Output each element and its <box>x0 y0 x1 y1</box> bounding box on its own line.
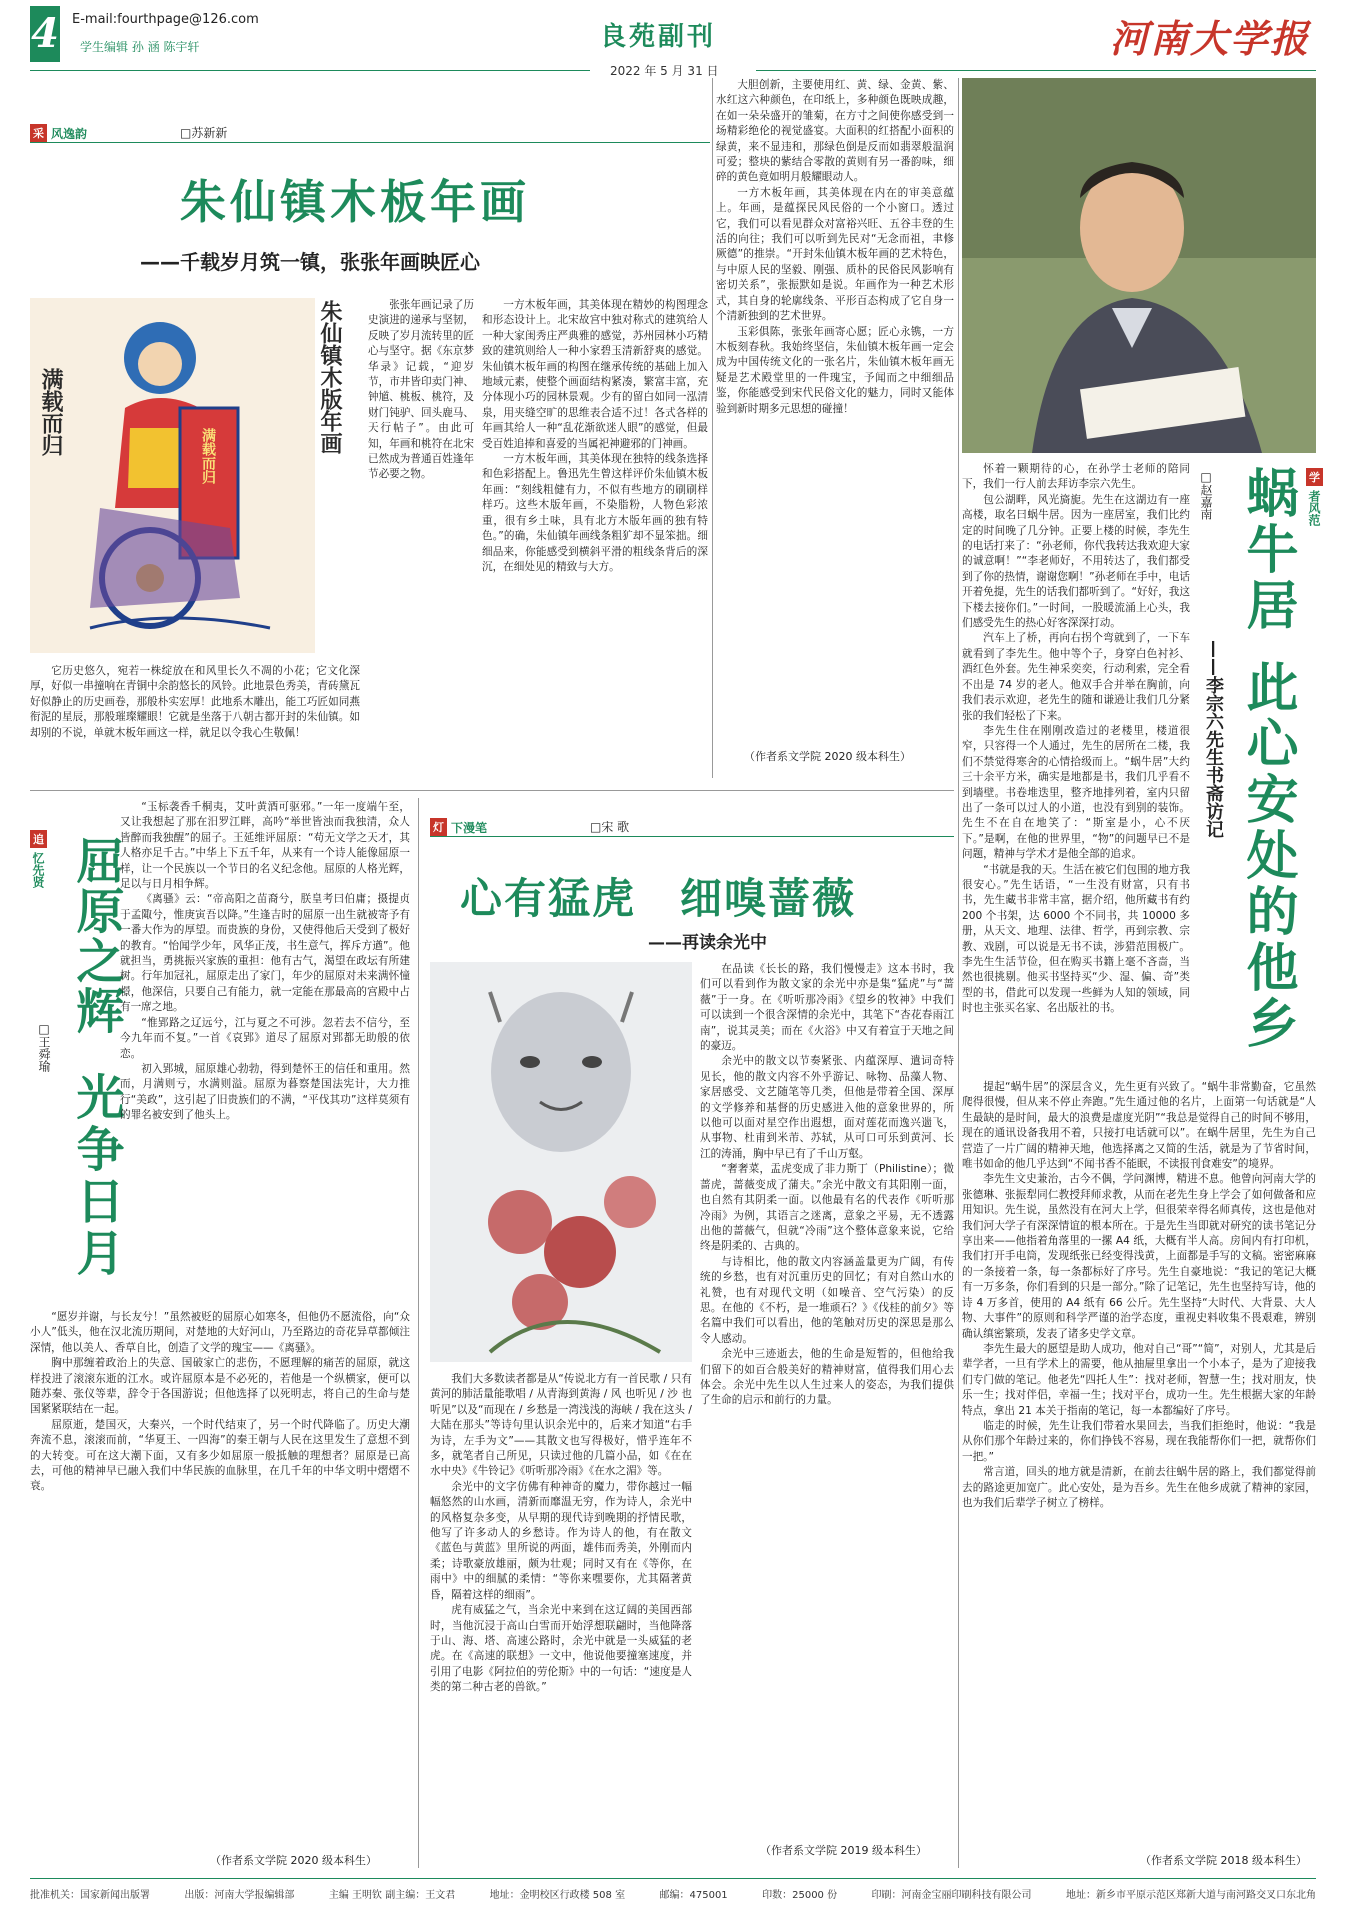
paragraph: 一方木板年画，其美体现在内在的审美意蕴上。年画，是蕴探民风民俗的一个小窗口。透过它，我们可以看见群众对富裕兴旺、五谷丰登的生活的向往；我们可以听到先民对“无念而祖，聿修厥德”的推崇。“开封朱仙镇木板年画的艺术特色，与中原人民的坚毅、刚强、质朴的民俗民风影响有密切关系”，张振默如是说。年画作为一种艺术形式，其自身的轮廓线条、平形百态构成了它自身一个清新独到的艺术世界。 <box>716 186 954 323</box>
paragraph: 在品读《长长的路，我们慢慢走》这本书时，我们可以看到作为散文家的余光中亦是集“猛虎”与“蔷薇”于一身。在《听听那冷雨》《望乡的牧神》中我们可以读到一个很含深情的余光中，其笔下“杏花春雨江南”，说其灵美；而在《火浴》中又有着宣于天地之间的豪迈。 <box>700 963 954 1053</box>
column-tag <box>430 818 487 836</box>
paragraph: 与诗相比，他的散文内容涵盖量更为广阔，有传统的乡愁，也有对沉重历史的回忆；有对自然山水的礼赞，也有对现代文明（如噪音、空气污染）的反思。在他的《不朽，是一堆顽石？》《伐桂的前夕》等名篇中我们可以看出，他的笔触对历史的深思是那么令人感动。 <box>700 1255 954 1345</box>
paragraph: “惟郢路之辽远兮，江与夏之不可涉。忽若去不信兮，至今九年而不复。”一首《哀郢》道尽了屈原对郢都无助般的依恋。 <box>120 1016 410 1060</box>
article-body-lower <box>30 1310 410 1845</box>
article-body-right <box>700 962 954 1832</box>
article-body-upper <box>120 800 410 1300</box>
section-title: 良苑副刊 <box>600 22 717 52</box>
column-divider <box>712 78 713 778</box>
paragraph: 大胆创新，主要使用红、黄、绿、金黄、紫、水红这六种颜色，在印纸上，多种颜色既映成趣，在如一朵朵盛开的雏菊，在方寸之间使你感受到一场精彩绝伦的视觉盛宴。大面积的红搭配小面积的绿黄，来不显违和，那绿色倒是反而如翡翠般温润可爱；整块的紫结合零散的黄则有另一番韵味，细碎的黄色竟如明月般耀眼动人。 <box>716 79 954 184</box>
print-caption-right: 朱仙镇木版年画 <box>317 300 343 454</box>
article-title: 朱仙镇木板年画 <box>180 175 530 229</box>
article-title: 心有猛虎 细嗅蔷薇 <box>460 874 857 923</box>
masthead: 河南大学报 <box>1110 16 1311 61</box>
paragraph: 它历史悠久，宛若一株绽放在和风里长久不凋的小花；它文化深厚，好似一串撞响在青铜中余韵悠长的风铃。此地景色秀美，青砖黛瓦好似静止的历史画卷，那般朴实宏厚！此地系木雕出，能工巧匠如同燕衔泥的星辰，那般璀璨耀眼！它就是坐落于八朝古都开封的朱仙镇。如却别的不说，单就木板年画这一样，就足以令我心生敬佩！ <box>30 665 360 739</box>
paragraph: 《离骚》云：“帝高阳之苗裔兮，朕皇考曰伯庸；摄提贞于孟陬兮，惟庚寅吾以降。”生逢吉时的屈原一出生就被寄予有一番大作为的厚望。而贵族的身份，又使得他后天受到了极好的教育。“怡闻学少年，风华正茂，书生意气，挥斥方遒”。他就担当，勇挑振兴家族的重担：他有古气，渴望在政坛有所建树。行年加冠礼，屈原走出了家门，年少的屈原对未来满怀憧憬，他深信，只要自己有能力，就一定能在那最高的宫殿中占有一席之地。 <box>120 893 410 1014</box>
email: E-mail:fourthpage@126.com <box>72 12 259 27</box>
paragraph: 提起“蜗牛居”的深层含义，先生更有兴致了。“蜗牛非常勤奋，它虽然爬得很慢，但从来不停止奔跑。”先生通过他的名片，上面第一句话就是“人生最缺的是时间，最大的浪费是虚度光阴”“我总是觉得自己的时间不够用，现在的通讯设备我用不着，只接打电话就可以”。在蜗牛居里，先生为自己营造了一片广阔的精神天地，他选择离之又简的生活，就是为了节省时间，唯书如命的他几乎达到“不闻书香不能眠，不读报刊食难安”的境界。 <box>962 1081 1316 1171</box>
page-number: 4 <box>30 6 60 62</box>
article-title-line2: 此心安处的他乡 <box>1237 660 1298 1052</box>
new-year-print-svg <box>30 298 315 653</box>
author-note: （作者系文学院 2020 级本科生） <box>744 750 911 763</box>
paragraph: 一方木板年画，其美体现在独特的线条选择和色彩搭配上。鲁迅先生曾这样评价朱仙镇木板年画：“刻线粗健有力，不似有些地方的刷刷样样巧。这些木版年画，不染脂粉，人物色彩浓重，很有乡土味，具有北方木版年画的独有特色。”的确，朱仙镇年画线条粗犷却不显笨拙。细细品来，你能感受到横斜平滑的粗线条背后的深沉，在细处见的精致与大方。 <box>482 453 708 573</box>
paragraph: 胸中那缠着政治上的失意、国破家亡的悲伤，不愿理解的痛苦的屈原，就这样投进了滚滚东逝的江水。或许屈原本是不必死的，若他是一个纵横家，便可以随苏秦、张仪等辈，辞令于各国游说；但他选择了以死明志，将自己的生命与楚国紧紧联结在一起。 <box>30 1357 410 1416</box>
article-body-col3 <box>482 298 708 783</box>
column-tag <box>30 830 47 888</box>
footer-item: 邮编：475001 <box>659 1890 728 1901</box>
footer-item: 出版：河南大学报编辑部 <box>184 1890 295 1901</box>
tiger-rose-svg <box>430 962 692 1362</box>
paragraph: 余光中的文字仿佛有种神奇的魔力，带你越过一幅幅悠然的山水画，清新而靡温无穷，作为诗人，余光中的风格复杂多变，从早期的现代诗到晚期的抒情民歌，他写了许多动人的乡愁诗。作为诗人的他，有在散文《蓝色与黄蓝》里所说的两面，雄伟而秀美，外刚而内柔；诗歌豪放雄丽，颇为壮观；同时又有在《等你，在雨中》中的细腻的柔情：“等你来嘿要你，尤其隔著黄昏，隔着这样的细雨”。 <box>430 1480 692 1601</box>
footer-item: 印刷：河南金宝丽印刷科技有限公司 <box>871 1890 1032 1901</box>
column-tag-label: 下漫笔 <box>451 820 488 835</box>
footer <box>30 1886 1316 1901</box>
article-author: □赵嘉南 <box>1199 470 1213 520</box>
header-rule <box>30 70 590 71</box>
section-divider <box>30 790 954 791</box>
paragraph: 虎有威猛之气，当余光中来到在这辽阔的美国西部时，当他沉浸于高山白雪而开始浮想联翩时，当他降落于山、海、塔、高速公路时，余光中就是一头威猛的老虎。在《高速的联想》一文中，他说他要撞塞速度，并引用了电影《阿拉伯的劳伦斯》中的一句话：“速度是人类的第二种古老的兽欲。” <box>430 1604 692 1694</box>
article-subtitle: ——千载岁月筑一镇，张张年画映匠心 <box>140 250 480 274</box>
paragraph: 李先生住在刚刚改造过的老楼里，楼道很窄，只容得一个人通过，先生的居所在二楼，我们不禁觉得寒舍的心情拾级而上。“蜗牛居”大约三十余平方米，确实是地都是书，我们几乎看不到墙壁。书卷堆迭里，整齐地排列着，室内只留出了一条可以过人的小道，也没有到别的装饰。先生不在自在地笑了：“斯室是小，心不厌下。”是啊，在他的世界里，“物”的问题早已不是问题，精神与学术才是他全部的追求。 <box>962 724 1190 861</box>
footer-item: 印数：25000 份 <box>762 1890 838 1901</box>
footer-item: 地址：金明校区行政楼 508 室 <box>489 1890 626 1901</box>
column-tag-label: 忆先贤 <box>31 852 45 888</box>
column-tag-label: 者风范 <box>1307 490 1321 526</box>
paragraph: “书就是我的天。生活在被它们包围的地方我很安心。”先生话语，“一生没有财富，只有书书，先生藏书非常丰富，据介绍，他所藏书有约 200 个书架，达 6000 个不同书，共 10000 多册，从天文、地理、法律、哲学，再到宗教、宗教、戏剧，可以说是无书不读，涉猎范围极广。李先生生活节俭，但在购买书籍上毫不吝啬，当然也很挑剔。他买书坚持买“少、湿、偏、奇”类型的书，借此可以发现一些鲜为人知的领域，同时也主张买名家、名出版社的书。 <box>962 863 1190 1015</box>
paragraph: 临走的时候，先生让我们带着水果回去，当我们拒绝时，他说：“我是从你们那个年龄过来的，你们挣钱不容易，现在我能帮你们一把，就帮你们一把。” <box>962 1419 1316 1463</box>
paragraph: 包公湖畔，风光旖旎。先生在这湖边有一座高楼，取名曰蜗牛居。因为一座居室，我们比约定的时间晚了几分钟。正要上楼的时候，李先生的电话打来了：“孙老师，你代我转达我欢迎大家的诚意啊！”“李老师好，不用转达了，我们都受到了你的热情，谢谢您啊！”孙老师在手中，电话开着免提，先生的话我们都听到了。“好好，我这下楼去接你们。”一时间，一股暖流涌上心头，我们感受先生的热心好客深深打动。 <box>962 493 1190 630</box>
tag-rule <box>430 836 954 837</box>
paragraph: “愿岁并谢，与长友兮！”虽然被贬的屈原心如寒冬，但他仍不愿流俗，向“众小人”低头，他在汉北流历期间，对楚地的大好河山，乃至路边的奇花异草都倾注深情，他以美人、香草自比，创造了文学的瑰宝——《离骚》。 <box>30 1311 410 1354</box>
header-rule-right <box>756 70 1316 71</box>
column-tag-mark: 采 <box>30 124 47 142</box>
article-title: 蜗牛居 <box>1237 466 1298 634</box>
portrait-svg <box>962 78 1316 453</box>
article-body-lower <box>962 1080 1316 1840</box>
article-subtitle: ——李宗六先生书斋访记 <box>1203 640 1224 838</box>
article-subtitle: ——再读余光中 <box>648 933 767 953</box>
paragraph: 屈原逝，楚国灭，大秦兴，一个时代结束了，另一个时代降临了。历史大潮奔流不息，滚滚而前，“华夏王、一四海”的秦王朝与人民在这里发生了意想不到的大转变。可在这大潮下面，又有多少如屈原一般抵触的理想者？屈原是已高去，可他的精神早已融入我们中华民族的血脉里，在几千年的中华文明中熠熠不衰。 <box>30 1418 410 1493</box>
article-body-upper <box>962 462 1190 1072</box>
footer-item: 批准机关：国家新闻出版署 <box>30 1890 150 1901</box>
paragraph: 李先生最大的愿望是助人成功，他对自己“哥”“简”，对别人，尤其是后辈学者，一旦有学术上的需要，他从抽屉里拿出一个小本子，是为了迎接我们专门做的笔记。他老先“四托人生”：找对老师，智慧一生；找对朋友，快乐一生；找对伴侣，幸福一生；找对平台，成功一生。先生根据大家的年龄特点，拿出 21 本关于指南的笔记，每一本都编好了序号。 <box>962 1342 1316 1417</box>
article-title-line2: 光争日月 <box>68 1072 124 1280</box>
paragraph: 余光中的散文以节奏紧张、内蕴深厚、遣词奇特见长，他的散文内容不外乎游记、咏物、品藻人物、家居感受、文艺随笔等几类，但他是带着全国、深厚的文学修养和基督的历史感进入他的意象世界的，所以他可以面对星空作出遐想，面对莲花而逸兴遄飞，从事物、杜甫到米芾、苏轼，从可口可乐到黄河、长江的涛涌，胸中早已有了千山万壑。 <box>700 1055 954 1160</box>
author-note: （作者系文学院 2018 级本科生） <box>1140 1854 1307 1867</box>
paragraph: 我们大多数读者都是从“传说北方有一首民歌 / 只有黄河的肺活量能歌唱 / 从青海到黄海 / 风 也听见 / 沙 也听见”以及“而现在 / 乡愁是一湾浅浅的海峡 / 我在这头 / 大陆在那头”等诗句里认识余光中的，后来才知道“右手为诗，左手为文”——其散文也写得极好，惜乎连年不多，就笔者自己所见，只读过他的几篇小品，如《在在水中央》《牛铃记》《听听那冷雨》《在水之湄》等。 <box>430 1373 692 1478</box>
paragraph: 汽车上了桥，再向右拐个弯就到了，一下车就看到了李先生。他中等个子，身穿白色衬衫、酒红色外套。先生神采奕奕，行动利索，完全看不出是 74 岁的老人。他双手合并举在胸前，向我们表示欢迎，老先生的随和谦逊让我们几分紧张的我们轻松了下来。 <box>962 632 1190 722</box>
paragraph: 初入郢城，屈原雄心勃勃，得到楚怀王的信任和重用。然而，月满则亏，水满则溢。屈原为暮察楚国法宪计，大力推行“美政”，这引起了旧贵族们的不满，“平伐其功”这样莫须有的罪名被安到了他头上。 <box>120 1062 410 1122</box>
paragraph: 李先生文史兼治，古今不偶，学问渊博，精进不息。他曾向河南大学的张德琳、张振犁同仁教授拜师求教，从而在老先生身上学会了如何做备和应用知识。先生说，虽然没有在河大上学，但很荣幸得名师真传，这也是他对我们河大学子有深深情谊的根本所在。于是先生当即就对研究的读书笔记分享出来——他指着角落里的一摞 A4 纸，大概有半人高。房间内有打印机，我们打开手电筒，发现纸张已经变得浅黄，上面都是手写的文稿。密密麻麻的一条接着一条，每一条都标好了序号。先生自豪地说：“我记的笔记大概有一万多条，你们看到的只是一部分。”除了记笔记，先生也坚持写诗，他的诗 4 万多首，使用的 A4 纸有 66 公斤。先生坚持“大时代、大背景、大人物、大事件”的原则和科学严谨的治学态度，重视史料收集不畏艰难，辨别确认缜密繁琐，发表了诸多史学文章。 <box>962 1173 1316 1340</box>
footer-item: 地址：新乡市平原示范区郑新大道与南河路交叉口东北角 <box>1065 1890 1316 1901</box>
paragraph: 常言道，回头的地方就是清新，在前去往蜗牛居的路上，我们都觉得前去的路途更加宽广。此心安处，是为吾乡。先生在他乡成就了精神的家园，也为我们后辈学子树立了榜样。 <box>962 1466 1316 1509</box>
paragraph: “奢奢菜，盂虎变成了非力斯丁（Philistine）；微蔷虎，蔷薇变成了蒲夫。”余光中散文有其阳刚一面，也自然有其阴柔一面。以他最有名的代表作《听听那冷雨》为例，其语言之迷离，意象之平易，无不透露出他的蔷薇气，但就“冷雨”这个整体意象来说，它给终是阴柔的、古典的。 <box>700 1163 954 1253</box>
woodblock-print-image <box>30 298 315 653</box>
paragraph: 怀着一颗期待的心，在孙学士老师的陪同下，我们一行人前去拜访李宗六先生。 <box>962 463 1190 491</box>
column-divider <box>958 78 959 1868</box>
paragraph: 余光中三迹逝去，他的生命是短暂的，但他给我们留下的如百合般美好的精神财富，值得我们用心去体会。余光中先生以人生过来人的姿态，为我们提供了生命的启示和前行的力量。 <box>700 1348 954 1407</box>
column-tag <box>30 124 87 142</box>
column-tag-label: 风逸韵 <box>51 126 88 141</box>
author-note: （作者系文学院 2019 级本科生） <box>760 1844 927 1857</box>
article-title: 屈原之辉 <box>68 836 124 1036</box>
article-author: □王舜瑜 <box>37 1022 51 1072</box>
footer-item: 主编 王明钦 副主编：王文君 <box>328 1890 456 1901</box>
article-body-bottom-left <box>30 664 360 782</box>
column-tag-mark: 追 <box>30 830 47 848</box>
column-divider <box>418 798 419 1868</box>
paragraph: “玉标袭香千桐夷，艾叶黄酒可驱邪。”一年一度端午至，又让我想起了那在汨罗江畔，高吟“举世皆浊而我独清，众人皆醉而我独醒”的屈子。王延维评屈原：“苟无文学之天才，其人格亦足千古。”中华上下五千年，从来有一个诗人能像屈原一样，让一个民族以一个节日的名义纪念他。屈原的人格光辉，足以与日月相争辉。 <box>120 801 410 891</box>
paragraph: 一方木板年画，其美体现在精妙的构图理念和形态设计上。北宋故宫中独对称式的建筑给人一种大家闺秀庄严典雅的感觉，苏州园林小巧精致的建筑则给人一种小家碧玉清新舒爽的感觉。朱仙镇木板年画的构图在继承传统的基础上加入地域元素，使整个画面结构紧凑，繁富丰富，充分体现小巧的园林景观。少有的留白如同一泓清泉，用夹缝空旷的思维表合适不过！各式各样的年画其给人一种“乱花渐欲迷人眼”的感觉，但最受百姓追捧和喜爱的当属祀神避邪的门神画。 <box>482 299 708 450</box>
column-tag <box>1306 468 1323 526</box>
paragraph: 玉彩俱陈，张张年画寄心愿；匠心永镌，一方木板刻春秋。我始终坚信，朱仙镇木板年画一定会成为中国传统文化的一张名片，朱仙镇木板年画无疑是艺术殿堂里的一件瑰宝，予闻而之中细细品鉴，你能感受到宋代民俗文化的魅力，同时又能体验到新时期多元思想的碰撞！ <box>716 325 954 415</box>
article-body-left <box>430 1372 692 1867</box>
footer-rule <box>30 1878 1316 1879</box>
author-note: （作者系文学院 2020 级本科生） <box>210 1854 377 1867</box>
tag-rule <box>30 142 710 143</box>
column-tag-mark: 灯 <box>430 818 447 836</box>
print-inner-text: 满载而归 <box>200 428 216 484</box>
article-body-col2 <box>368 298 474 783</box>
article-body-col4 <box>716 78 954 728</box>
paragraph: 张张年画记录了历史演进的递承与坚韧，反映了岁月流转里的匠心与坚守。据《东京梦华录》记载，“迎岁节，市井皆印卖门神、钟馗、桃板、桃符，及财门钝驴、回头鹿马、天行帖子”。由此可知，年画和桃符在北宋已然成为普通百姓逢年节必要之物。 <box>368 299 474 481</box>
issue-date: 2022 年 5 月 31 日 <box>610 64 719 78</box>
print-caption-left: 满载而归 <box>38 368 64 456</box>
article-author: □宋 歌 <box>590 820 630 834</box>
column-tag-mark: 学 <box>1306 468 1323 486</box>
student-editors: 学生编辑 孙 涵 陈宇轩 <box>80 40 200 54</box>
portrait-photo <box>962 78 1316 453</box>
tiger-rose-illustration <box>430 962 692 1362</box>
article-author: □苏新新 <box>180 126 228 140</box>
